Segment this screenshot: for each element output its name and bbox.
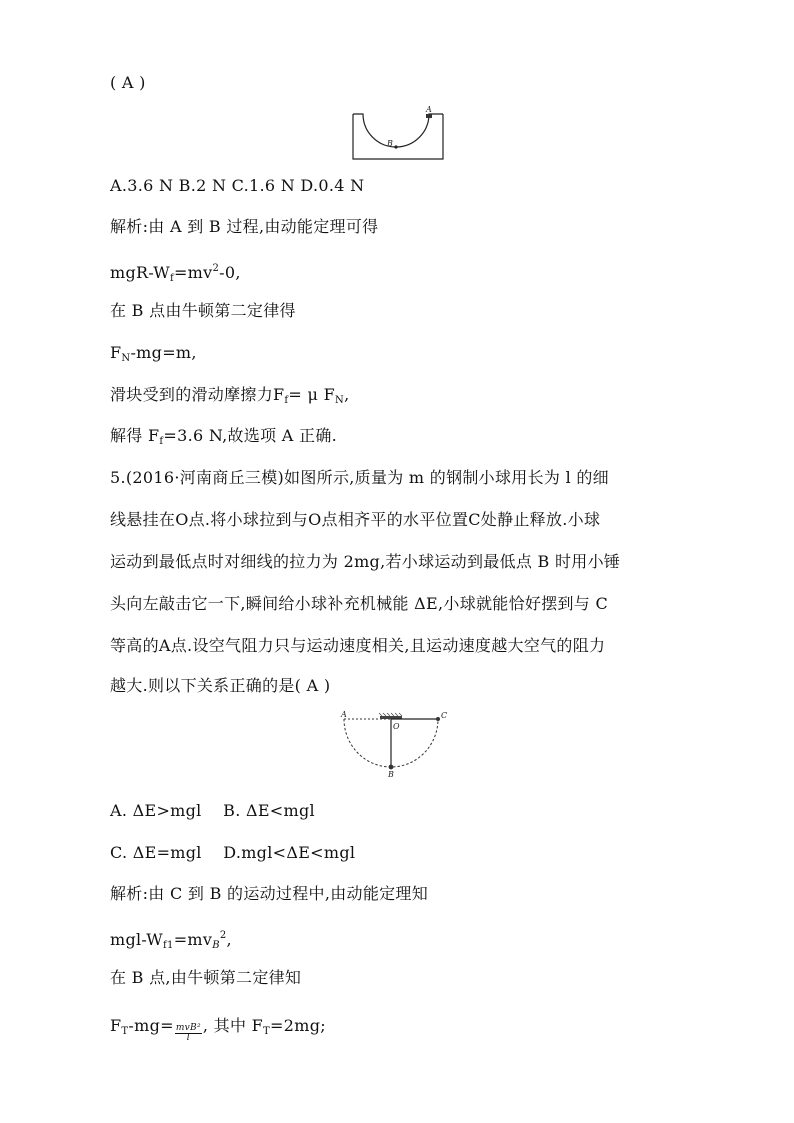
pendulum-label-c: C [441, 711, 448, 720]
pendulum-label-b: B [388, 770, 394, 779]
eq1-sub: f [169, 273, 174, 284]
eq1-c: -0, [219, 263, 241, 282]
equation-1 [110, 259, 241, 289]
options-prev: A.3.6 N B.2 N C.1.6 N D.0.4 N [110, 176, 365, 195]
q5-line-6: 越大.则以下关系正确的是( A ) [110, 676, 331, 695]
solve-b: =3.6 N,故选项 A 正确. [163, 426, 338, 445]
friction-b: = μ F [288, 385, 335, 404]
eq3-c: , [226, 930, 232, 949]
eq1-sup: 2 [212, 263, 220, 274]
pendulum-label-o: O [393, 722, 400, 731]
eq4-num: mvB² [175, 1023, 201, 1033]
eq4-fraction [175, 1024, 202, 1043]
eq1-a: mgR-W [110, 263, 170, 282]
eq4-sub2: T [263, 1026, 271, 1037]
analysis2-b: 在 B 点,由牛顿第二定律知 [110, 968, 302, 987]
q5-line-5: 等高的A点.设空气阻力只与运动速度相关,且运动速度越大空气的阻力 [110, 636, 606, 655]
equation-3 [110, 926, 232, 956]
eq4-b: -mg= [128, 1016, 174, 1035]
solve-a: 解得 F [110, 426, 160, 445]
friction-a: 滑块受到的滑动摩擦力F [110, 385, 285, 404]
pendulum-label-a: A [341, 710, 347, 719]
eq2-b: -mg=m, [130, 343, 197, 362]
eq4-sub: T [121, 1026, 129, 1037]
pendulum-figure [338, 709, 456, 779]
eq2-a: F [110, 343, 122, 362]
eq4-d: =2mg; [270, 1016, 326, 1035]
eq3-sub2: B [212, 940, 220, 951]
bowl-figure [350, 104, 446, 162]
eq3-a: mgl-W [110, 930, 164, 949]
eq3-sup: 2 [219, 930, 227, 941]
eq2-sub: N [121, 353, 131, 364]
eq3-b: =mv [173, 930, 213, 949]
eq4-a: F [110, 1016, 122, 1035]
q5-line-1: 5.(2016·河南商丘三模)如图所示,质量为 m 的钢制小球用长为 l 的细 [110, 468, 609, 487]
bowl-label-a: A [426, 105, 432, 114]
friction-sub1: f [284, 395, 289, 406]
answer-prev: ( A ) [110, 73, 146, 92]
analysis2-head: 解析:由 C 到 B 的运动过程中,由动能定理知 [110, 884, 429, 903]
eq1-b: =mv [173, 263, 213, 282]
q5-line-2: 线悬挂在O点.将小球拉到与O点相齐平的水平位置C处静止释放.小球 [110, 510, 601, 529]
equation-2 [110, 343, 197, 369]
friction-line [110, 385, 349, 411]
q5-line-4: 头向左敲击它一下,瞬间给小球补充机械能 ΔE,小球就能恰好摆到与 C [110, 594, 609, 613]
solve-sub: f [159, 436, 164, 447]
options-ab: A. ΔE>mgl B. ΔE<mgl [110, 801, 315, 820]
friction-c: , [344, 385, 350, 404]
equation-4 [110, 1016, 326, 1043]
q5-line-3: 运动到最低点时对细线的拉力为 2mg,若小球运动到最低点 B 时用小锤 [110, 552, 621, 571]
analysis1-head: 解析:由 A 到 B 过程,由动能定理可得 [110, 217, 379, 236]
friction-sub2: N [335, 395, 345, 406]
bowl-label-b: B [387, 139, 393, 148]
options-cd: C. ΔE=mgl D.mgl<ΔE<mgl [110, 843, 356, 862]
solve-line [110, 426, 337, 452]
eq4-den: l [186, 1033, 190, 1043]
eq3-sub: f1 [163, 940, 174, 951]
analysis1-b: 在 B 点由牛顿第二定律得 [110, 301, 296, 320]
eq4-c: , 其中 F [202, 1016, 264, 1035]
